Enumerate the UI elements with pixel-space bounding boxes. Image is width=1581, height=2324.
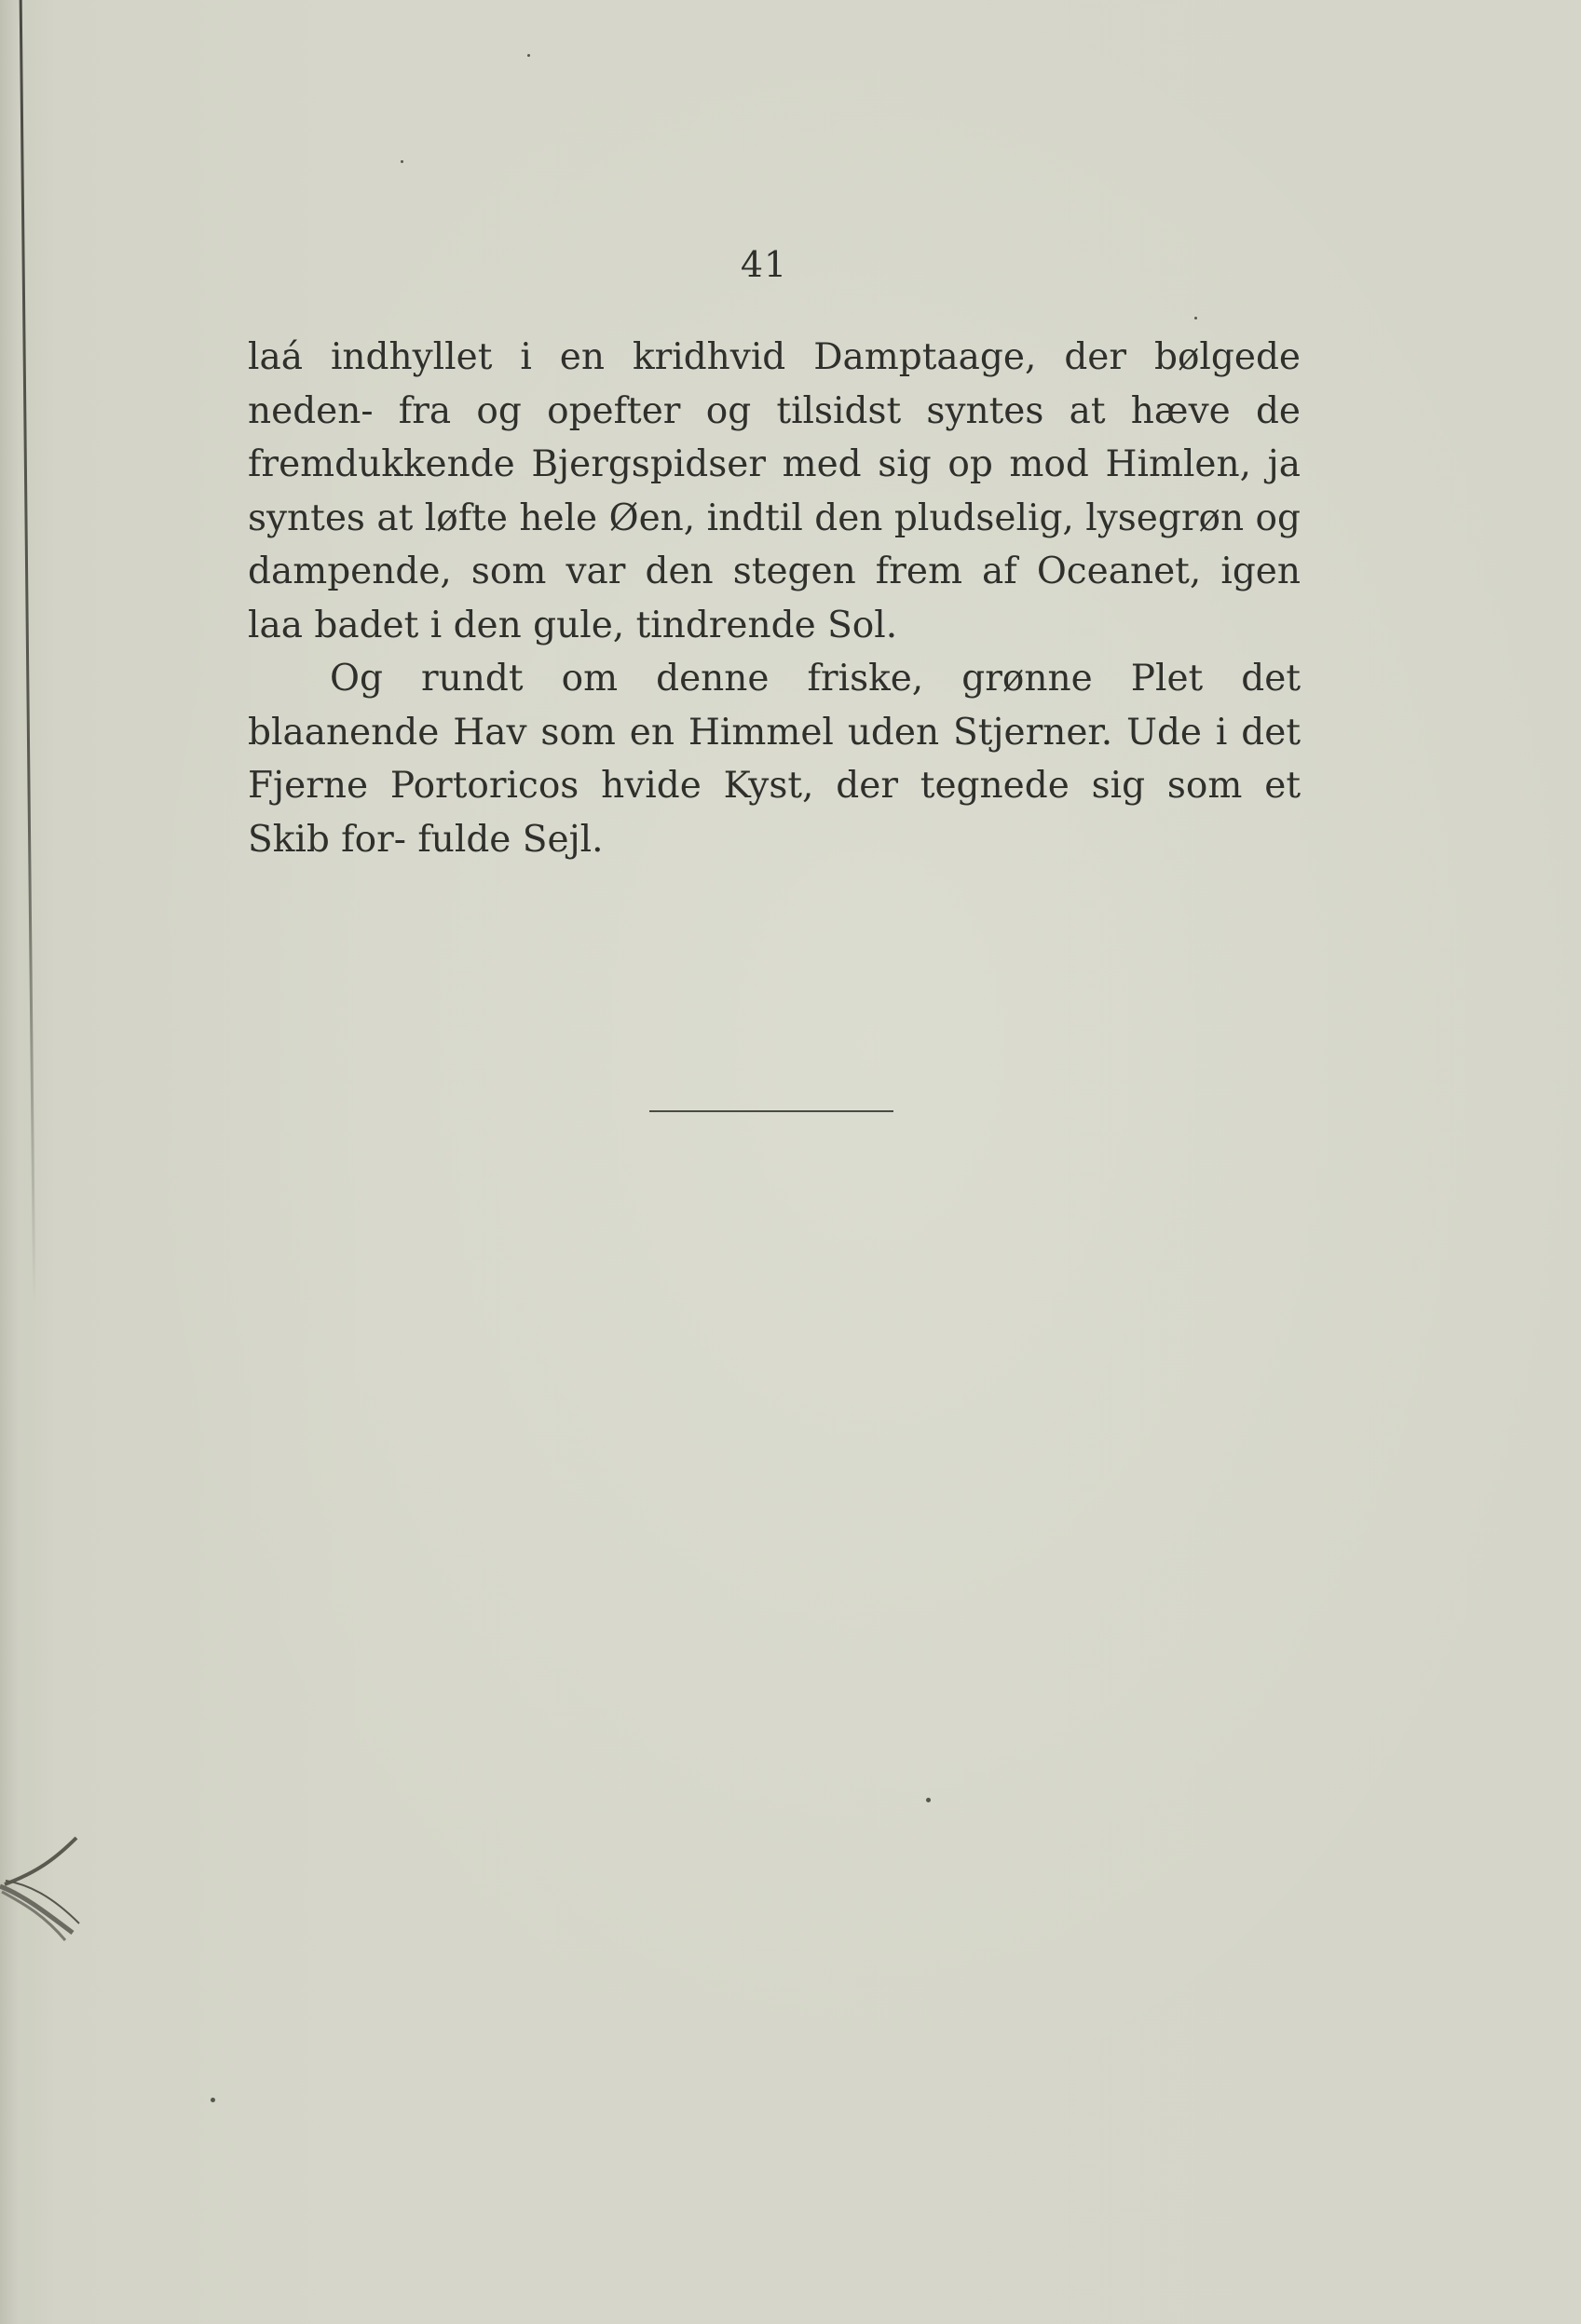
paper-speck <box>401 160 403 163</box>
paragraph-2: Og rundt om denne friske, grønne Plet det blaanende Hav som en Himmel uden Stjerner. Ude i det Fjerne Portoricos hvide Kyst, der tegnede sig som et Skib for- fulde Sejl. <box>248 658 1301 861</box>
page-number: 41 <box>740 244 788 285</box>
body-text <box>248 331 1301 866</box>
section-separator <box>649 1110 893 1112</box>
paragraph-1: laá indhyllet i en kridhvid Damptaage, der bølgede neden- fra og opefter og tilsidst syntes at hæve de fremdukkende Bjergspidser med sig op mod Himlen, ja syntes at løfte hele Øen, indtil den pludselig, lysegrøn og dampende, som var den stegen frem af Oceanet, igen laa badet i den gule, tindrende Sol. <box>248 336 1301 646</box>
binding-thread-icon <box>0 1830 84 1942</box>
paper-speck <box>527 54 530 57</box>
paper-speck <box>1194 317 1197 319</box>
paper-speck <box>926 1798 931 1802</box>
paper-speck <box>211 2098 215 2102</box>
